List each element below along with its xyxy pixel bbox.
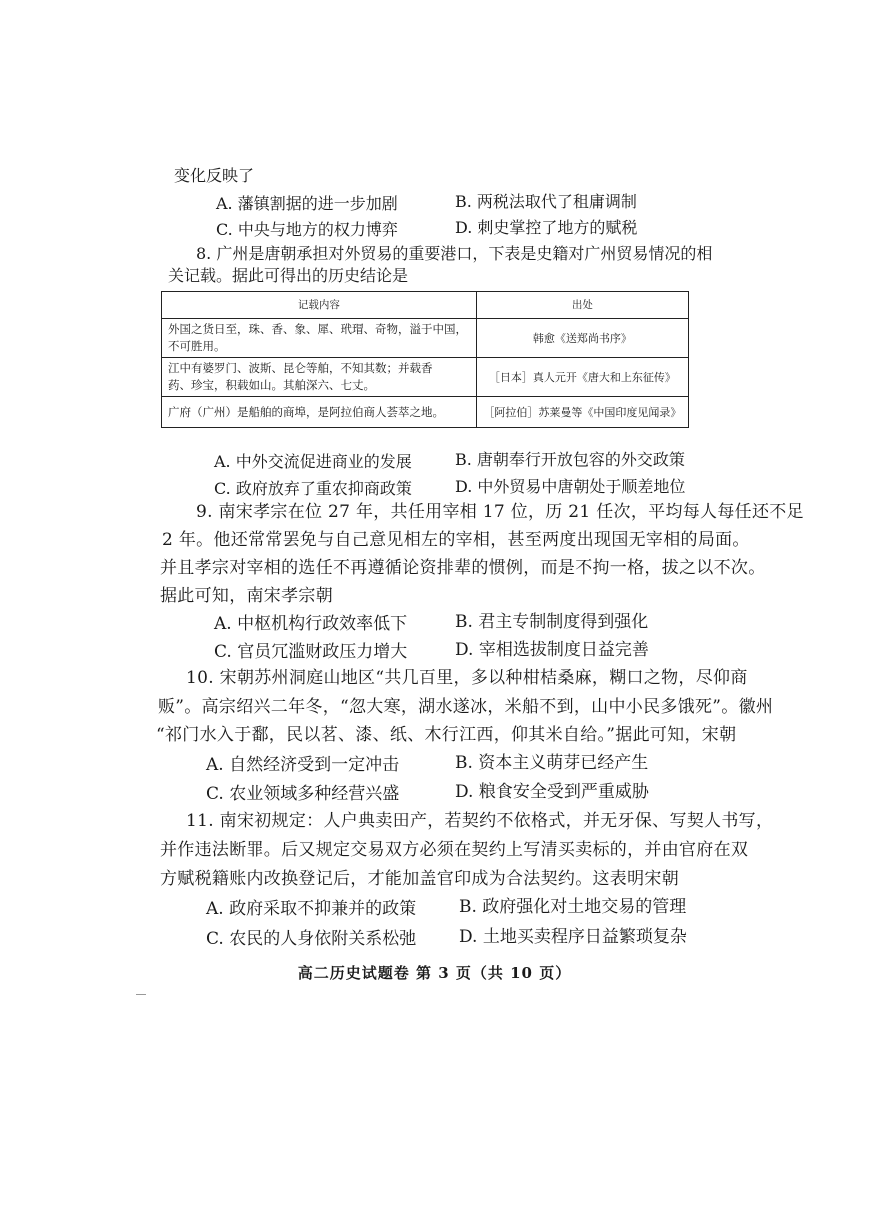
q11-option-a: A. 政府采取不抑兼并的政策 xyxy=(206,899,417,919)
cell-line: 江中有婆罗门、波斯、昆仑等舶，不知其数；并载香 xyxy=(168,361,433,375)
q11-option-b: B. 政府强化对土地交易的管理 xyxy=(459,897,687,917)
q11-stem-line-3: 方赋税籍账内改换登记后，才能加盖官印成为合法契约。这表明宋朝 xyxy=(160,869,679,889)
q10-stem-line-1: 10. 宋朝苏州洞庭山地区“共几百里，多以种柑桔桑麻，糊口之物，尽仰商 xyxy=(186,668,748,688)
q10-option-d: D. 粮食安全受到严重威胁 xyxy=(455,782,649,802)
cell-line: 不可胜用。 xyxy=(168,339,226,353)
q8-option-b: B. 唐朝奉行开放包容的外交政策 xyxy=(455,450,685,469)
scan-mark xyxy=(136,994,146,995)
q9-option-b: B. 君主专制制度得到强化 xyxy=(455,612,649,632)
table-cell-content xyxy=(162,358,477,397)
q7-option-b: B. 两税法取代了租庸调制 xyxy=(455,192,637,211)
q10-stem-line-2: 贩”。高宗绍兴二年冬，“忽大寒，湖水遂冰，米船不到，山中小民多饿死”。徽州 xyxy=(158,697,774,717)
table-cell-content xyxy=(162,397,477,428)
table-cell-content xyxy=(162,319,477,358)
q7-stem-tail: 变化反映了 xyxy=(174,166,255,185)
q8-record-table xyxy=(161,291,689,428)
q7-option-d: D. 刺史掌控了地方的赋税 xyxy=(455,218,638,237)
q8-option-c: C. 政府放弃了重农抑商政策 xyxy=(214,479,412,498)
q11-stem-line-1: 11. 南宋初规定：人户典卖田产，若契约不依格式，并无牙保、写契人书写， xyxy=(186,811,774,831)
table-cell-source: 韩愈《送郑尚书序》 xyxy=(476,319,688,358)
q7-option-c: C. 中央与地方的权力博弈 xyxy=(216,220,398,239)
cell-line: 外国之货日至，珠、香、象、犀、玳瑁、奇物，溢于中国， xyxy=(168,322,467,336)
table-header-row xyxy=(162,292,689,319)
q9-stem-line-1: 9. 南宋孝宗在位 27 年，共任用宰相 17 位，历 21 任次，平均每人每任还不足 xyxy=(196,502,804,522)
q8-stem-line-1: 8. 广州是唐朝承担对外贸易的重要港口，下表是史籍对广州贸易情况的相 xyxy=(196,244,713,263)
q9-stem-line-2: 2 年。他还常常罢免与自己意见相左的宰相，甚至两度出现国无宰相的局面。 xyxy=(162,530,750,550)
q10-option-a: A. 自然经济受到一定冲击 xyxy=(206,755,400,775)
table-row xyxy=(162,358,689,397)
q9-stem-line-3: 并且孝宗对宰相的选任不再遵循论资排辈的惯例，而是不拘一格，拔之以不次。 xyxy=(160,558,766,578)
table-header-content: 记载内容 xyxy=(162,292,477,319)
q11-option-d: D. 土地买卖程序日益繁琐复杂 xyxy=(459,927,687,947)
q10-stem-line-3: “祁门水入于鄱，民以茗、漆、纸、木行江西，仰其米自给。”据此可知，宋朝 xyxy=(156,725,737,745)
table-cell-source: ［阿拉伯］苏莱曼等《中国印度见闻录》 xyxy=(476,397,688,428)
q10-option-c: C. 农业领域多种经营兴盛 xyxy=(206,784,400,804)
q9-stem-line-4: 据此可知，南宋孝宗朝 xyxy=(160,586,333,606)
q9-option-a: A. 中枢机构行政效率低下 xyxy=(214,614,408,634)
q9-option-d: D. 宰相选拔制度日益完善 xyxy=(455,640,649,660)
q11-option-c: C. 农民的人身依附关系松弛 xyxy=(206,929,417,949)
q9-option-c: C. 官员冗滥财政压力增大 xyxy=(214,642,408,662)
q11-stem-line-2: 并作违法断罪。后又规定交易双方必须在契约上写清买卖标的，并由官府在双 xyxy=(160,840,749,860)
table-header-source: 出处 xyxy=(476,292,688,319)
q8-option-d: D. 中外贸易中唐朝处于顺差地位 xyxy=(455,477,686,496)
table-row xyxy=(162,319,689,358)
q8-option-a: A. 中外交流促进商业的发展 xyxy=(214,452,412,471)
table-row xyxy=(162,397,689,428)
cell-line: 广府（广州）是船舶的商埠，是阿拉伯商人荟萃之地。 xyxy=(168,404,444,419)
page-footer: 高二历史试题卷 第 3 页（共 10 页） xyxy=(297,964,572,982)
table-cell-source: ［日本］真人元开《唐大和上东征传》 xyxy=(476,358,688,397)
q7-option-a: A. 藩镇割据的进一步加剧 xyxy=(216,194,398,213)
cell-line: 药、珍宝，积载如山。其舶深六、七丈。 xyxy=(168,378,375,392)
q10-option-b: B. 资本主义萌芽已经产生 xyxy=(455,753,649,773)
q8-stem-line-2: 关记载。据此可得出的历史结论是 xyxy=(168,266,409,285)
